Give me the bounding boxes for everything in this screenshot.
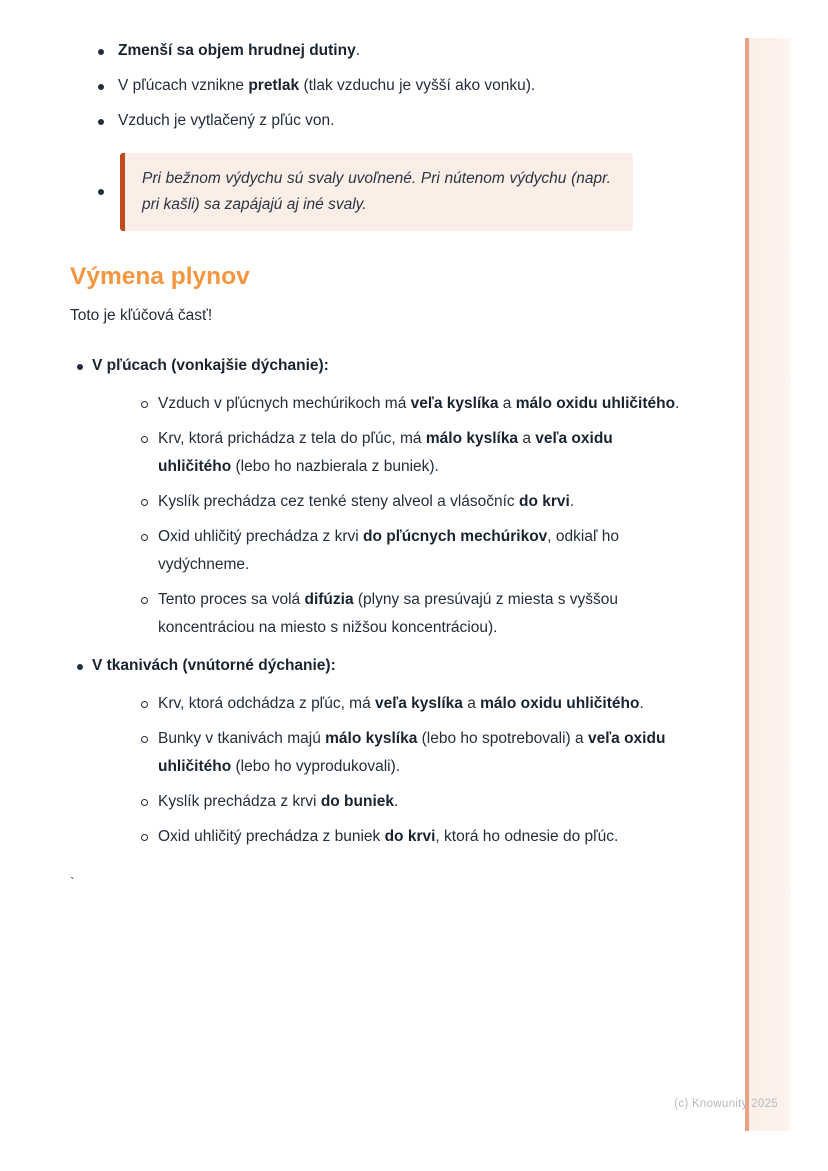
bullet-circle-icon bbox=[141, 597, 148, 604]
list-item bbox=[70, 106, 680, 136]
list-item-text: Krv, ktorá odchádza z pľúc, má veľa kyslíka a málo oxidu uhličitého. bbox=[158, 695, 644, 712]
bullet-circle-icon bbox=[141, 436, 148, 443]
bullet-dot-icon bbox=[77, 664, 83, 670]
bullet-circle-icon bbox=[141, 534, 148, 541]
list-group-title: V tkanivách (vnútorné dýchanie): bbox=[92, 657, 336, 674]
sub-list bbox=[92, 390, 680, 642]
stray-backtick-mark: ` bbox=[70, 874, 75, 890]
list-item bbox=[92, 823, 680, 851]
lead-paragraph: Toto je kľúčová časť! bbox=[70, 307, 213, 324]
document-content bbox=[70, 36, 680, 889]
list-item-text: Vzduch je vytlačený z pľúc von. bbox=[118, 112, 335, 129]
list-item-text: Zmenší sa objem hrudnej dutiny. bbox=[118, 42, 361, 59]
list-item-text: Kyslík prechádza z krvi do buniek. bbox=[158, 793, 399, 810]
list-item-text: V pľúcach vznikne pretlak (tlak vzduchu je vyšší ako vonku). bbox=[118, 77, 536, 94]
main-list bbox=[70, 351, 680, 851]
list-item bbox=[70, 71, 680, 101]
list-item bbox=[92, 425, 680, 481]
list-item-text: Oxid uhličitý prechádza z krvi do pľúcnych mechúrikov, odkiaľ ho vydýchneme. bbox=[158, 528, 620, 573]
right-edge-stripe bbox=[745, 38, 791, 1131]
list-item bbox=[92, 586, 680, 642]
section-heading: Výmena plynov bbox=[70, 263, 250, 290]
list-item bbox=[70, 651, 680, 851]
list-item-text: Vzduch v pľúcnych mechúrikoch má veľa kyslíka a málo oxidu uhličitého. bbox=[158, 395, 680, 412]
list-item-text: Tento proces sa volá difúzia (plyny sa presúvajú z miesta s vyššou koncentráciou na miesto s nižšou koncentráciou). bbox=[158, 591, 619, 636]
bullet-dot-icon bbox=[77, 364, 83, 370]
list-item bbox=[70, 351, 680, 642]
list-item-text: Kyslík prechádza cez tenké steny alveol a vlásočníc do krvi. bbox=[158, 493, 575, 510]
list-item bbox=[92, 488, 680, 516]
bullet-circle-icon bbox=[141, 736, 148, 743]
bullet-dot-icon bbox=[98, 49, 104, 55]
sub-list bbox=[92, 690, 680, 851]
bullet-dot-icon bbox=[98, 119, 104, 125]
list-item-text: Krv, ktorá prichádza z tela do pľúc, má málo kyslíka a veľa oxidu uhličitého (lebo ho nazbierala z buniek). bbox=[158, 430, 613, 475]
list-item bbox=[92, 690, 680, 718]
bullet-circle-icon bbox=[141, 799, 148, 806]
bullet-circle-icon bbox=[141, 834, 148, 841]
list-item-text: Bunky v tkanivách majú málo kyslíka (lebo ho spotrebovali) a veľa oxidu uhličitého (lebo ho vyprodukovali). bbox=[158, 730, 666, 775]
bullet-dot-icon bbox=[98, 84, 104, 90]
list-item bbox=[92, 725, 680, 781]
copyright-footer: (c) Knowunity 2025 bbox=[674, 1098, 778, 1110]
bullet-circle-icon bbox=[141, 401, 148, 408]
list-item bbox=[92, 788, 680, 816]
list-group-title: V pľúcach (vonkajšie dýchanie): bbox=[92, 357, 329, 374]
bullet-dot-icon bbox=[98, 189, 104, 195]
list-item bbox=[70, 153, 680, 231]
list-item-text: Oxid uhličitý prechádza z buniek do krvi, ktorá ho odnesie do pľúc. bbox=[158, 828, 619, 845]
bullet-circle-icon bbox=[141, 701, 148, 708]
list-item bbox=[92, 390, 680, 418]
note-callout bbox=[120, 153, 633, 231]
bullet-circle-icon bbox=[141, 499, 148, 506]
list-item bbox=[70, 36, 680, 66]
list-item bbox=[92, 523, 680, 579]
callout-text: Pri bežnom výdychu sú svaly uvoľnené. Pri nútenom výdychu (napr. pri kašli) sa zapájajú aj iné svaly. bbox=[142, 170, 611, 213]
